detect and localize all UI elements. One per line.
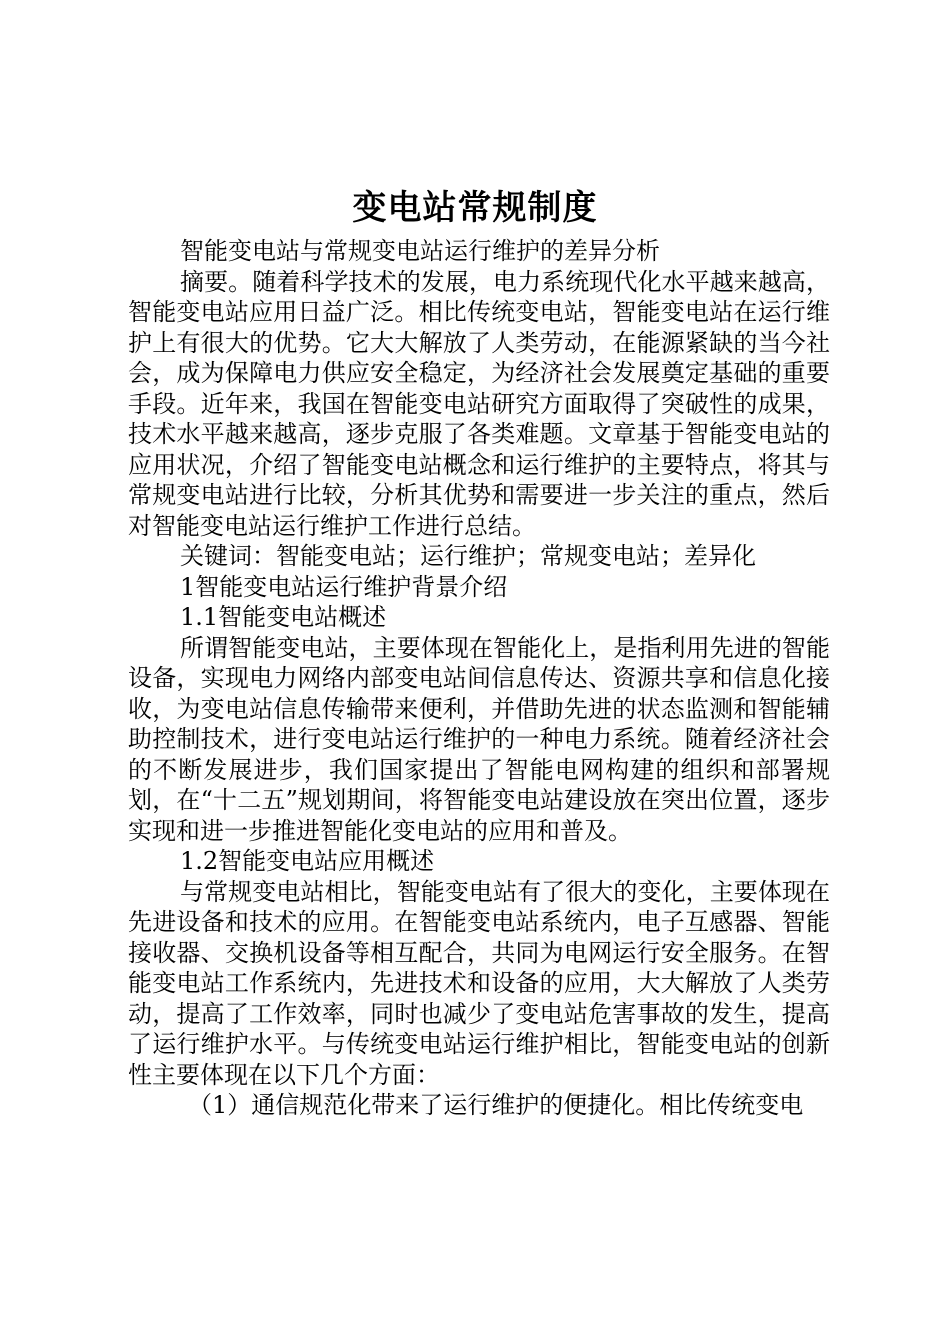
section-heading-1-1: 1.1智能变电站概述 (180, 603, 387, 631)
document-title: 变电站常规制度 (352, 188, 598, 228)
section-heading-1-2: 1.2智能变电站应用概述 (180, 847, 435, 875)
article-heading: 智能变电站与常规变电站运行维护的差异分析 (180, 237, 660, 265)
body-paragraph: 所谓智能变电站，主要体现在智能化上，是指利用先进的智能设备，实现电力网络内部变电站间信息传达、资源共享和信息化接收，为变电站信息传输带来便利，并借助先进的状态监测和智能辅助控制技术，进行变电站运行维护的一种电力系统。随着经济社会的不断发展进步，我们国家提出了智能电网构建的组织和部署规划，在“十二五”规划期间，将智能变电站建设放在突出位置，逐步实现和进一步推进智能化变电站的应用和普及。 (128, 633, 830, 845)
document-body (128, 236, 830, 1121)
keywords-line: 关键词：智能变电站；运行维护；常规变电站；差异化 (180, 542, 756, 570)
abstract-paragraph: 摘要。随着科学技术的发展，电力系统现代化水平越来越高，智能变电站应用日益广泛。相比传统变电站，智能变电站在运行维护上有很大的优势。它大大解放了人类劳动，在能源紧缺的当今社会，成为保障电力供应安全稳定，为经济社会发展奠定基础的重要手段。近年来，我国在智能变电站研究方面取得了突破性的成果，技术水平越来越高，逐步克服了各类难题。文章基于智能变电站的应用状况，介绍了智能变电站概念和运行维护的主要特点，将其与常规变电站进行比较，分析其优势和需要进一步关注的重点，然后对智能变电站运行维护工作进行总结。 (128, 267, 830, 540)
body-paragraph: 与常规变电站相比，智能变电站有了很大的变化，主要体现在先进设备和技术的应用。在智能变电站系统内，电子互感器、智能接收器、交换机设备等相互配合，共同为电网运行安全服务。在智能变电站工作系统内，先进技术和设备的应用，大大解放了人类劳动，提高了工作效率，同时也减少了变电站危害事故的发生，提高了运行维护水平。与传统变电站运行维护相比，智能变电站的创新性主要体现在以下几个方面： (128, 877, 830, 1089)
section-heading-1: 1智能变电站运行维护背景介绍 (180, 572, 508, 601)
list-item-paragraph: （1）通信规范化带来了运行维护的便捷化。相比传统变电 (188, 1091, 804, 1119)
